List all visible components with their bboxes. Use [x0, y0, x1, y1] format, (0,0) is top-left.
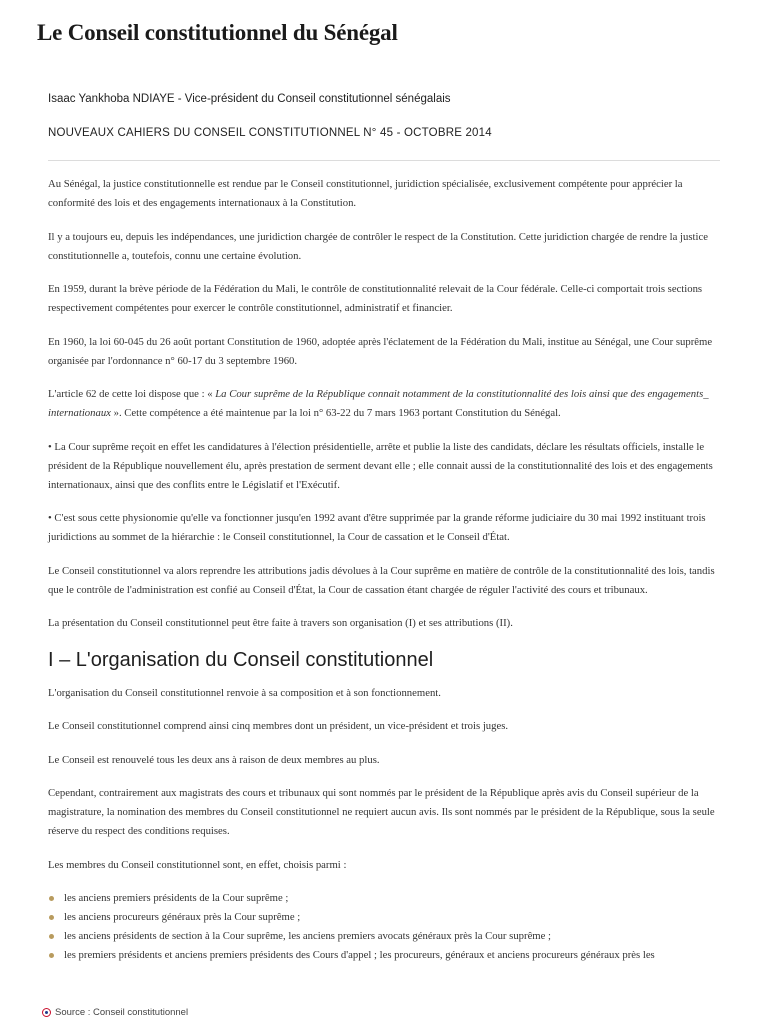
paragraph: Il y a toujours eu, depuis les indépendances, une juridiction chargée de contrôler le respect de la Constitution. Cette juridiction chargée de rendre la justice constitutionnelle a, toutefois, connu une certaine évolution. [48, 230, 708, 262]
bullet-dot-icon [49, 934, 54, 939]
header-divider [48, 160, 720, 161]
quote-rest: ». Cette compétence a été maintenue par la loi n° 63-22 du 7 mars 1963 portant Constitution du Sénégal. [110, 407, 561, 419]
source-label: Source : Conseil constitutionnel [55, 1007, 189, 1018]
paragraph: Le Conseil est renouvelé tous les deux ans à raison de deux membres au plus. [48, 753, 380, 766]
quote-text: La Cour suprême de la République connait notamment de la constitutionnalité des lois ainsi que des engagements_ internationaux [48, 388, 709, 419]
journal-reference: NOUVEAUX CAHIERS DU CONSEIL CONSTITUTIONNEL N° 45 - OCTOBRE 2014 [48, 127, 492, 139]
paragraph: En 1960, la loi 60-045 du 26 août portant Constitution de 1960, adoptée après l'éclatement de la Fédération du Mali, institue au Sénégal, une Cour suprême organisée par l'ordonnance n° 60-17 du 3 septembre 1960. [48, 335, 713, 367]
paragraph: • La Cour suprême reçoit en effet les candidatures à l'élection présidentielle, arrête et publie la liste des candidats, déclare les résultats officiels, installe le président de la République nouvellement élu, après prestation de serment devant elle ; elle connait aussi de la constitutionnalité des lois et des engagements internationaux, ainsi que des conflits entre le Législatif et l'Exécutif. [48, 440, 713, 491]
paragraph: Cependant, contrairement aux magistrats des cours et tribunaux qui sont nommés par le président de la République après avis du Conseil supérieur de la magistrature, la nomination des membres du Conseil constitutionnel ne requiert aucun avis. Ils sont nommés par le président de la République, sous la seule réserve du respect des conditions requises. [48, 787, 715, 837]
section-heading: I – L'organisation du Conseil constitutionnel [48, 648, 434, 671]
source-credit[interactable] [42, 1007, 188, 1018]
bullet-dot-icon [49, 896, 54, 901]
bullet-dot-icon [49, 953, 54, 958]
page-title: Le Conseil constitutionnel du Sénégal [37, 20, 398, 45]
bullet-dot-icon [49, 915, 54, 920]
paragraph: Le Conseil constitutionnel va alors reprendre les attributions jadis dévolues à la Cour suprême en matière de contrôle de la constitutionnalité des lois, tandis que le contrôle de l'administration est confié au Conseil d'État, la Cour de cassation étant chargée de réguler l'activité des cours et tribunaux. [48, 564, 715, 596]
source-logo-icon [42, 1008, 51, 1017]
article-author: Isaac Yankhoba NDIAYE - Vice-président du Conseil constitutionnel sénégalais [48, 93, 451, 105]
list-item: les premiers présidents et anciens premiers présidents des Cours d'appel ; les procureurs, généraux et anciens procureurs généraux près les [48, 946, 728, 965]
paragraph: Les membres du Conseil constitutionnel sont, en effet, choisis parmi : [48, 858, 347, 871]
paragraph: La présentation du Conseil constitutionnel peut être faite à travers son organisation (I) et ses attributions (II). [48, 617, 513, 629]
member-criteria-list [48, 889, 728, 965]
paragraph: En 1959, durant la brève période de la Fédération du Mali, le contrôle de constitutionnalité relevait de la Cour fédérale. Celle-ci comportait trois sections respectivement compétentes pour exercer le contrôle constitutionnel, administratif et financier. [48, 283, 703, 314]
list-item: les anciens premiers présidents de la Cour suprême ; [48, 889, 728, 908]
article-body [48, 175, 728, 965]
quote-intro: L'article 62 de cette loi dispose que : « [48, 388, 216, 400]
paragraph: L'organisation du Conseil constitutionnel renvoie à sa composition et à son fonctionnement. [48, 686, 441, 699]
paragraph: Au Sénégal, la justice constitutionnelle est rendue par le Conseil constitutionnel, juridiction spécialisée, exclusivement compétente pour apprécier la conformité des lois et des engagements internationaux à la Constitution. [48, 178, 683, 209]
list-item: les anciens procureurs généraux près la Cour suprême ; [48, 908, 728, 927]
paragraph-quote [48, 385, 728, 423]
list-item: les anciens présidents de section à la Cour suprême, les anciens premiers avocats généraux près la Cour suprême ; [48, 927, 728, 946]
paragraph: • C'est sous cette physionomie qu'elle va fonctionner jusqu'en 1992 avant d'être supprimée par la grande réforme judiciaire du 30 mai 1992 instituant trois juridictions au sommet de la hiérarchie : le Conseil constitutionnel, la Cour de cassation et le Conseil d'État. [48, 512, 706, 543]
paragraph: Le Conseil constitutionnel comprend ainsi cinq membres dont un président, un vice-président et trois juges. [48, 720, 509, 732]
